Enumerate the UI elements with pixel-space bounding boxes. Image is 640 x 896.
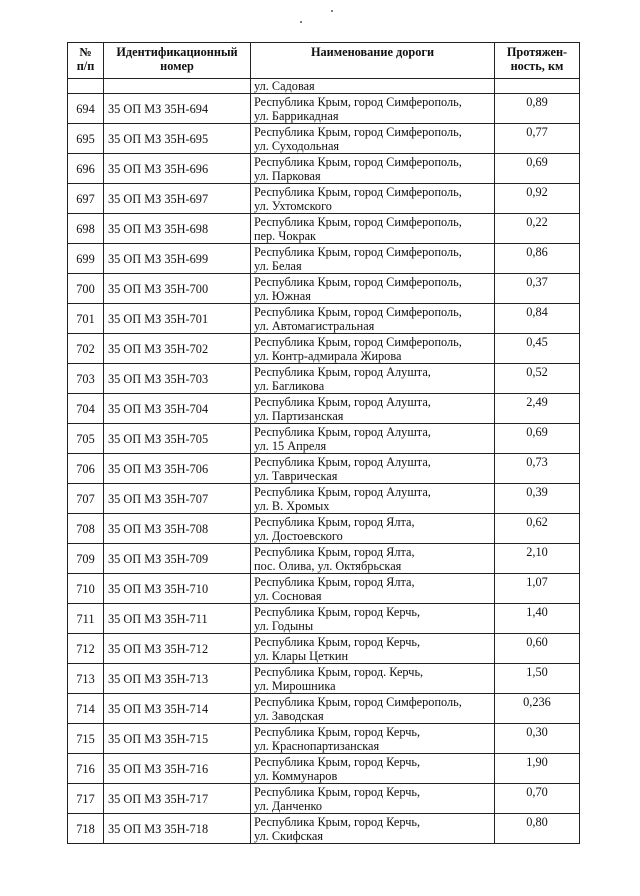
- cell-name: [251, 754, 495, 784]
- cell-num: 695: [68, 124, 104, 154]
- table-row: [68, 394, 580, 424]
- cell-name: [251, 184, 495, 214]
- cell-name-line2: ул. Парковая: [254, 169, 321, 183]
- cell-length: 0,39: [495, 484, 580, 514]
- table-row: [68, 214, 580, 244]
- scan-speck: [331, 10, 333, 12]
- cell-name-line2: ул. Белая: [254, 259, 302, 273]
- cell-name: [251, 784, 495, 814]
- cell-num: 711: [68, 604, 104, 634]
- cell-length: 1,40: [495, 604, 580, 634]
- cell-length: 0,37: [495, 274, 580, 304]
- table-row: [68, 754, 580, 784]
- table-row: [68, 124, 580, 154]
- cell-num: 703: [68, 364, 104, 394]
- cell-name-line1: Республика Крым, город Симферополь,: [254, 335, 462, 349]
- cell-length: 0,73: [495, 454, 580, 484]
- cell-num: 710: [68, 574, 104, 604]
- cell-id: 35 ОП МЗ 35Н-698: [104, 214, 251, 244]
- cell-num: 700: [68, 274, 104, 304]
- cell-num: 701: [68, 304, 104, 334]
- header-id: [104, 43, 251, 79]
- header-num-text: № п/п: [76, 45, 95, 73]
- cell-num: 714: [68, 694, 104, 724]
- cell-name-line1: Республика Крым, город Керчь,: [254, 635, 421, 649]
- cell-name: [251, 604, 495, 634]
- table-row: [68, 514, 580, 544]
- cell-name: [251, 574, 495, 604]
- cell-id: 35 ОП МЗ 35Н-710: [104, 574, 251, 604]
- header-num: [68, 43, 104, 79]
- cell-num: 716: [68, 754, 104, 784]
- header-name: [251, 43, 495, 79]
- cell-name-line2: ул. Автомагистральная: [254, 319, 375, 333]
- cell-num: 694: [68, 94, 104, 124]
- cell-num: 697: [68, 184, 104, 214]
- table-row: [68, 184, 580, 214]
- cell-name-line2: ул. Партизанская: [254, 409, 344, 423]
- cell-id: 35 ОП МЗ 35Н-718: [104, 814, 251, 844]
- table-row: [68, 484, 580, 514]
- cell-name-line1: Республика Крым, город Алушта,: [254, 455, 431, 469]
- cell-name-line1: Республика Крым, город Керчь,: [254, 725, 421, 739]
- cell-name-line2: ул. 15 Апреля: [254, 439, 327, 453]
- cell-name-line2: ул. В. Хромых: [254, 499, 330, 513]
- cell-num: 717: [68, 784, 104, 814]
- cell-name-line1: Республика Крым, город Алушта,: [254, 485, 431, 499]
- cell-name-line2: ул. Таврическая: [254, 469, 338, 483]
- cell-length: 2,10: [495, 544, 580, 574]
- cell-length: 0,80: [495, 814, 580, 844]
- cell-name: [251, 124, 495, 154]
- cell-name: [251, 214, 495, 244]
- cell-id: 35 ОП МЗ 35Н-707: [104, 484, 251, 514]
- table-row: [68, 604, 580, 634]
- cell-name: [251, 544, 495, 574]
- cell-name: [251, 304, 495, 334]
- cell-id: 35 ОП МЗ 35Н-706: [104, 454, 251, 484]
- cell-num: 699: [68, 244, 104, 274]
- cell-name: [251, 364, 495, 394]
- cell-num: [68, 79, 104, 94]
- cell-length: [495, 79, 580, 94]
- table-row: [68, 244, 580, 274]
- cell-length: 2,49: [495, 394, 580, 424]
- table-row: [68, 724, 580, 754]
- cell-length: 0,52: [495, 364, 580, 394]
- cell-name-line1: Республика Крым, город Ялта,: [254, 575, 415, 589]
- cell-id: 35 ОП МЗ 35Н-713: [104, 664, 251, 694]
- cell-name-line2: ул. Мирошника: [254, 679, 336, 693]
- cell-name-line1: Республика Крым, город Симферополь,: [254, 275, 462, 289]
- cell-id: 35 ОП МЗ 35Н-714: [104, 694, 251, 724]
- cell-name-line2: пер. Чокрак: [254, 229, 317, 243]
- cell-name-line2: ул. Контр-адмирала Жирова: [254, 349, 402, 363]
- cell-id: 35 ОП МЗ 35Н-711: [104, 604, 251, 634]
- continuation-row: [68, 79, 580, 94]
- table-header-row: [68, 43, 580, 79]
- cell-length: 0,30: [495, 724, 580, 754]
- header-length-text: Протяжен- ность, км: [506, 45, 568, 73]
- cell-name-line1: Республика Крым, город. Керчь,: [254, 665, 424, 679]
- cell-length: 0,84: [495, 304, 580, 334]
- table-row: [68, 454, 580, 484]
- cell-id: 35 ОП МЗ 35Н-716: [104, 754, 251, 784]
- table-row: [68, 694, 580, 724]
- table-row: [68, 274, 580, 304]
- cell-length: 0,70: [495, 784, 580, 814]
- cell-name: [251, 724, 495, 754]
- cell-num: 713: [68, 664, 104, 694]
- cell-id: [104, 79, 251, 94]
- cell-name: [251, 424, 495, 454]
- cell-id: 35 ОП МЗ 35Н-709: [104, 544, 251, 574]
- cell-num: 698: [68, 214, 104, 244]
- table-row: [68, 304, 580, 334]
- cell-name-line2: ул. Годыны: [254, 619, 314, 633]
- cell-length: 0,69: [495, 154, 580, 184]
- cell-name: [251, 454, 495, 484]
- cell-id: 35 ОП МЗ 35Н-696: [104, 154, 251, 184]
- cell-name-line1: Республика Крым, город Керчь,: [254, 755, 421, 769]
- cell-name-line2: ул. Ухтомского: [254, 199, 332, 213]
- cell-length: 0,77: [495, 124, 580, 154]
- cell-name-line2: ул. Коммунаров: [254, 769, 338, 783]
- scan-speck: [300, 21, 302, 23]
- cell-name-line1: Республика Крым, город Симферополь,: [254, 95, 462, 109]
- cell-num: 705: [68, 424, 104, 454]
- cell-name-line1: Республика Крым, город Симферополь,: [254, 215, 462, 229]
- cell-name-line2: ул. Достоевского: [254, 529, 343, 543]
- cell-name-line1: Республика Крым, город Симферополь,: [254, 125, 462, 139]
- cell-length: 0,60: [495, 634, 580, 664]
- cell-name-line1: Республика Крым, город Симферополь,: [254, 695, 462, 709]
- cell-num: 707: [68, 484, 104, 514]
- cell-length: 0,69: [495, 424, 580, 454]
- cell-length: 0,45: [495, 334, 580, 364]
- cell-name-line1: Республика Крым, город Ялта,: [254, 545, 415, 559]
- cell-name-line2: ул. Баррикадная: [254, 109, 339, 123]
- cell-id: 35 ОП МЗ 35Н-700: [104, 274, 251, 304]
- cell-name: [251, 154, 495, 184]
- cell-name-line2: ул. Клары Цеткин: [254, 649, 349, 663]
- cell-name-line2: ул. Заводская: [254, 709, 324, 723]
- cell-num: 696: [68, 154, 104, 184]
- table-row: [68, 544, 580, 574]
- header-length: [495, 43, 580, 79]
- header-id-text: Идентификационный номер: [116, 45, 238, 73]
- cell-length: 0,86: [495, 244, 580, 274]
- cell-name: [251, 244, 495, 274]
- cell-name-line1: Республика Крым, город Керчь,: [254, 605, 421, 619]
- cell-name: [251, 664, 495, 694]
- cell-name-line1: Республика Крым, город Симферополь,: [254, 155, 462, 169]
- cell-name: [251, 94, 495, 124]
- cell-name-line1: Республика Крым, город Симферополь,: [254, 185, 462, 199]
- cell-id: 35 ОП МЗ 35Н-699: [104, 244, 251, 274]
- cell-name: [251, 274, 495, 304]
- cell-id: 35 ОП МЗ 35Н-703: [104, 364, 251, 394]
- cell-name-line1: Республика Крым, город Алушта,: [254, 365, 431, 379]
- cell-id: 35 ОП МЗ 35Н-715: [104, 724, 251, 754]
- table-row: [68, 784, 580, 814]
- table-row: [68, 634, 580, 664]
- cell-name: [251, 634, 495, 664]
- cell-length: 1,50: [495, 664, 580, 694]
- cell-name-line1: Республика Крым, город Симферополь,: [254, 305, 462, 319]
- cell-name-line2: ул. Багликова: [254, 379, 325, 393]
- cell-length: 1,90: [495, 754, 580, 784]
- table-row: [68, 664, 580, 694]
- cell-name-line1: Республика Крым, город Алушта,: [254, 395, 431, 409]
- cell-name-line2: ул. Сосновая: [254, 589, 322, 603]
- cell-name-line2: пос. Олива, ул. Октябрьская: [254, 559, 402, 573]
- cell-name: [251, 334, 495, 364]
- cell-name: ул. Садовая: [251, 79, 495, 94]
- cell-num: 702: [68, 334, 104, 364]
- cell-id: 35 ОП МЗ 35Н-712: [104, 634, 251, 664]
- cell-id: 35 ОП МЗ 35Н-697: [104, 184, 251, 214]
- cell-name: [251, 814, 495, 844]
- cell-length: 0,236: [495, 694, 580, 724]
- cell-num: 715: [68, 724, 104, 754]
- cell-name: [251, 694, 495, 724]
- cell-name-line1: Республика Крым, город Керчь,: [254, 785, 421, 799]
- table-row: [68, 814, 580, 844]
- cell-num: 718: [68, 814, 104, 844]
- cell-num: 708: [68, 514, 104, 544]
- cell-name-line2: ул. Суходольная: [254, 139, 340, 153]
- cell-id: 35 ОП МЗ 35Н-708: [104, 514, 251, 544]
- cell-id: 35 ОП МЗ 35Н-704: [104, 394, 251, 424]
- table-row: [68, 424, 580, 454]
- cell-name-line1: Республика Крым, город Керчь,: [254, 815, 421, 829]
- cell-id: 35 ОП МЗ 35Н-702: [104, 334, 251, 364]
- cell-name-line1: Республика Крым, город Алушта,: [254, 425, 431, 439]
- cell-name-line2: ул. Данченко: [254, 799, 323, 813]
- cell-name-line1: Республика Крым, город Ялта,: [254, 515, 415, 529]
- cell-id: 35 ОП МЗ 35Н-705: [104, 424, 251, 454]
- cell-id: 35 ОП МЗ 35Н-695: [104, 124, 251, 154]
- cell-length: 0,62: [495, 514, 580, 544]
- cell-length: 0,89: [495, 94, 580, 124]
- cell-name-line2: ул. Скифская: [254, 829, 323, 843]
- cell-num: 709: [68, 544, 104, 574]
- table-row: [68, 94, 580, 124]
- cell-name: [251, 394, 495, 424]
- cell-length: 0,92: [495, 184, 580, 214]
- cell-num: 712: [68, 634, 104, 664]
- cell-name: [251, 514, 495, 544]
- cell-id: 35 ОП МЗ 35Н-717: [104, 784, 251, 814]
- cell-name-line2: ул. Южная: [254, 289, 311, 303]
- cell-name: [251, 484, 495, 514]
- cell-name-line1: Республика Крым, город Симферополь,: [254, 245, 462, 259]
- cell-num: 706: [68, 454, 104, 484]
- cell-name-line2: ул. Краснопартизанская: [254, 739, 380, 753]
- table-row: [68, 334, 580, 364]
- table-row: [68, 574, 580, 604]
- header-name-text: Наименование дороги: [310, 45, 435, 59]
- cell-length: 1,07: [495, 574, 580, 604]
- cell-id: 35 ОП МЗ 35Н-694: [104, 94, 251, 124]
- cell-length: 0,22: [495, 214, 580, 244]
- cell-id: 35 ОП МЗ 35Н-701: [104, 304, 251, 334]
- cell-num: 704: [68, 394, 104, 424]
- table-row: [68, 364, 580, 394]
- roads-table: [67, 42, 580, 844]
- table-row: [68, 154, 580, 184]
